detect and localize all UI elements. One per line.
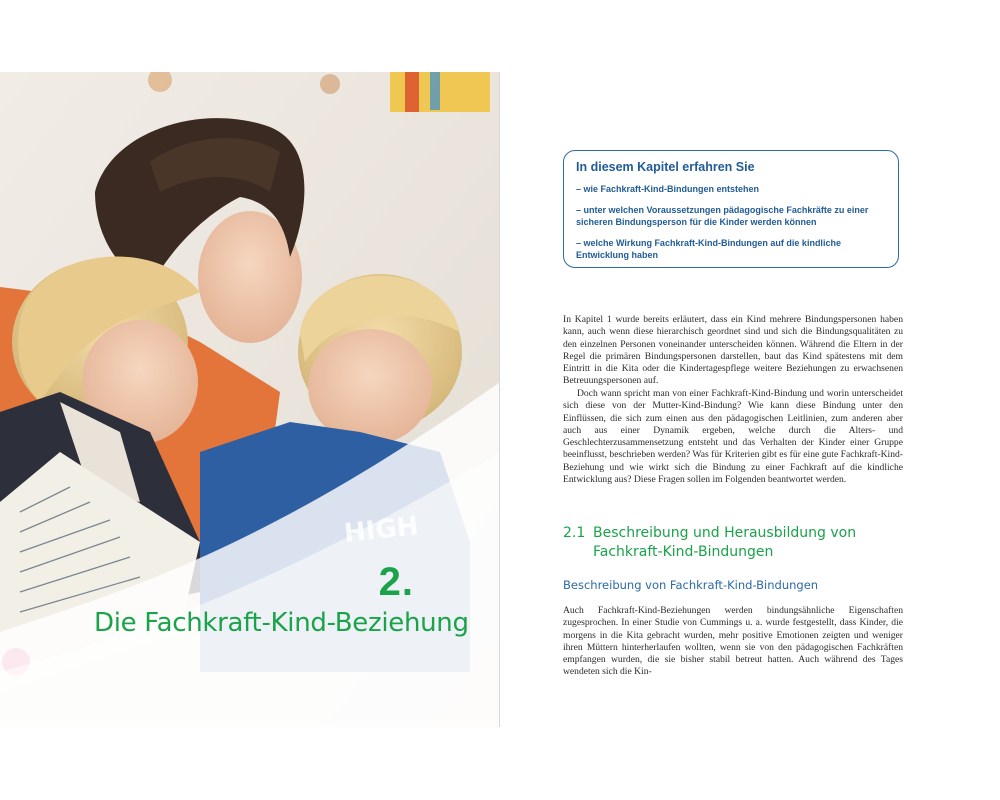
summary-item: – welche Wirkung Fachkraft-Kind-Bindungen auf die kindliche Entwicklung haben	[576, 237, 841, 260]
body-paragraph: Doch wann spricht man von einer Fachkraft-Kind-Bindung und worin unterscheidet sich diese von der Mutter-Kind-Bindung? Wie kann diese Bindung unter den Einflüssen, die sich zum einen aus den pädagogischen Leitlinien, zum anderen aber auch aus einer Dynamik ergeben, welche durch die Alters- und Geschlechterzusammensetzung entsteht und das Verhalten der Kinder einer Gruppe beeinflusst, beschrieben werden? Was für Kriterien gibt es für eine gute Fachkraft-Kind-Beziehung und wie wirkt sich die Bindung zu einer Fachkraft auf die kindliche Entwicklung aus? Diese Fragen sollen im Folgenden beantwortet werden.	[563, 388, 903, 486]
subsection-heading: Beschreibung von Fachkraft-Kind-Bindungen	[563, 578, 819, 592]
chapter-number: 2.	[378, 560, 414, 604]
body-paragraph: In Kapitel 1 wurde bereits erläutert, dass ein Kind mehrere Bindungspersonen haben kann, auch wenn diese hierarchisch geordnet sind und sich die Bindungsqualitäten zu den einzelnen Personen voneinander unterscheiden können. Während die Eltern in der Regel die primären Bindungspersonen darstellen, baut das Kind spätestens mit dem Eintritt in die Kita oder die Kindertagespflege weitere Beziehungen zu erwachsenen Betreuungspersonen auf.	[563, 314, 903, 387]
summary-item: – unter welchen Voraussetzungen pädagogische Fachkräfte zu einer sicheren Bindungsperson für die Kinder werden können	[576, 204, 869, 227]
body-paragraph: Auch Fachkraft-Kind-Beziehungen werden bindungsähnliche Eigenschaften zugesprochen. In einer Studie von Cummings u. a. wurde festgestellt, dass Kinder, die morgens in die Kita gebracht wurden, mehr positive Emotionen zeigten und weniger ihren Müttern hinterherlaufen wollten, wenn sie von den pädagogischen Fachkräften empfangen wurden, die sie bisher stabil betreut hatten. Auch während des Tages wendeten sich die Kin-	[563, 605, 903, 678]
book-spread	[0, 72, 1000, 727]
section-heading	[563, 524, 903, 562]
chapter-summary-box	[563, 150, 899, 268]
chapter-title: Die Fachkraft-Kind-Beziehung	[94, 608, 469, 638]
summary-heading: In diesem Kapitel erfahren Sie	[576, 160, 755, 174]
summary-item: – wie Fachkraft-Kind-Bindungen entstehen	[576, 184, 760, 194]
section-number: 2.1	[563, 525, 586, 541]
section-title: Beschreibung und Herausbildung von Fachkraft-Kind-Bindungen	[593, 525, 857, 560]
left-page	[0, 72, 500, 727]
right-page	[500, 72, 1000, 727]
